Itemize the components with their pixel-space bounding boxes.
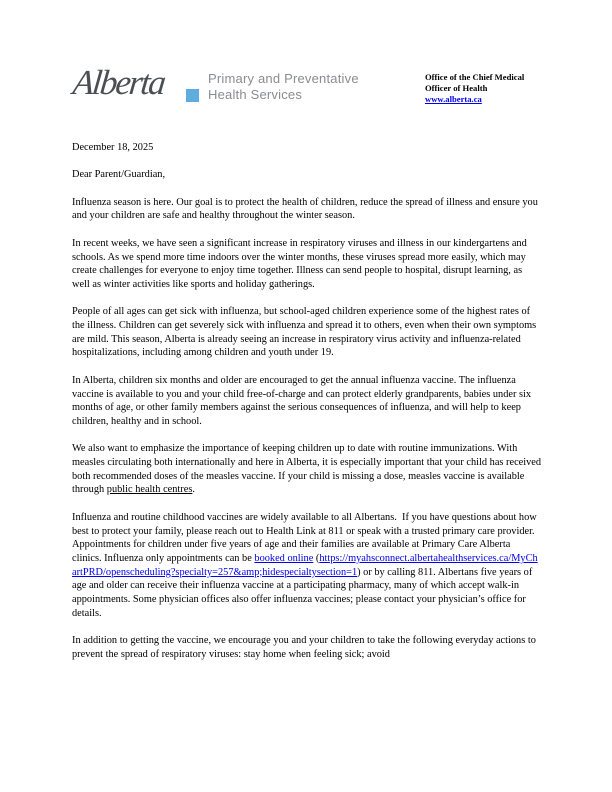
paragraph-4 [72, 374, 542, 429]
office-title-line1: Office of the Chief Medical [425, 72, 525, 82]
text-run: Influenza and routine childhood vaccines are widely available to all Albertans. If you have questions about how best to protect your family, please reach out to Health Link at 811 or speak with a trusted primary care provider. Appointments for children under five years of age and their families are available at Primary Care Alberta clinics. Influenza only appointments can be [72, 511, 540, 564]
booking-url-link[interactable]: https://myahsconnect.albertahealthservices.ca/MyChartPRD/openscheduling?specialty=257&amp;hidespecialtysection=1 [72, 552, 538, 578]
org-name-line2: Health Services [208, 86, 303, 102]
alberta-logo-wordmark: Alberta [71, 63, 167, 102]
public-health-centres-link[interactable]: public health centres [106, 484, 193, 496]
text-run: In Alberta, children six months and older are encouraged to get the annual influenza vaccine. The influenza vaccine is available to you and your child free-of-charge and can protect elderly grandparents, babies under six months of age, or other family members against the serious consequences of influenza, and will help to keep children, healthy and in school. [72, 374, 534, 427]
text-run: Influenza season is here. Our goal is to protect the health of children, reduce the spread of illness and ensure you and your children are safe and healthy throughout the winter season. [72, 196, 541, 222]
letter-body [72, 141, 542, 675]
org-name-line1: Primary and Preventative [208, 71, 359, 86]
paragraph-7 [72, 634, 542, 661]
text-run: ) or by calling 811. Albertans five years of age and older can receive their influenza vaccine at a participating pharmacy, many of which accept walk-in appointments. Some physician offices also offer influenza vaccines; please contact your physician’s office for details. [72, 566, 535, 619]
text-run: People of all ages can get sick with influenza, but school-aged children experience some of the highest rates of the illness. Children can get severely sick with influenza and spread it to others, even when their own symptoms are mild. This season, Alberta is already seeing an increase in respiratory virus activity and influenza-related hospitalizations, including among children and youth under 19. [72, 306, 539, 359]
office-block [425, 72, 555, 105]
text-run: We also want to emphasize the importance of keeping children up to date with routine immunizations. With measles circulating both internationally and here in Alberta, it is especially important that your child has received both recommended doses of the measles vaccine. If your child is missing a dose, measles vaccine is available through [72, 443, 544, 496]
text-run: . [192, 484, 195, 496]
paragraph-6 [72, 511, 542, 621]
salutation: Dear Parent/Guardian, [72, 169, 166, 181]
booked-online-link[interactable]: booked online [254, 552, 314, 564]
text-run: ( [313, 552, 320, 564]
text-run: In addition to getting the vaccine, we encourage you and your children to take the following everyday actions to prevent the spread of respiratory viruses: stay home when feeling sick; avoid [72, 635, 539, 660]
paragraph-2 [72, 237, 542, 292]
alberta-logo-blue-square-icon [186, 89, 199, 102]
paragraphs-container [72, 196, 542, 662]
office-title-line2: Officer of Health [425, 83, 488, 93]
paragraph-5 [72, 442, 542, 497]
paragraph-1 [72, 196, 542, 223]
letter-date: December 18, 2025 [72, 142, 154, 153]
paragraph-3 [72, 305, 542, 360]
alberta-ca-link[interactable]: www.alberta.ca [425, 94, 482, 104]
org-name [208, 71, 359, 102]
text-run: In recent weeks, we have seen a significant increase in respiratory viruses and illness in our kindergartens and schools. As we spend more time indoors over the winter months, these viruses spread more easily, which may create challenges for everyone to enjoy time together. Illness can send people to hospital, disrupt learning, as well as winter activities like sports and holiday gatherings. [72, 237, 530, 290]
